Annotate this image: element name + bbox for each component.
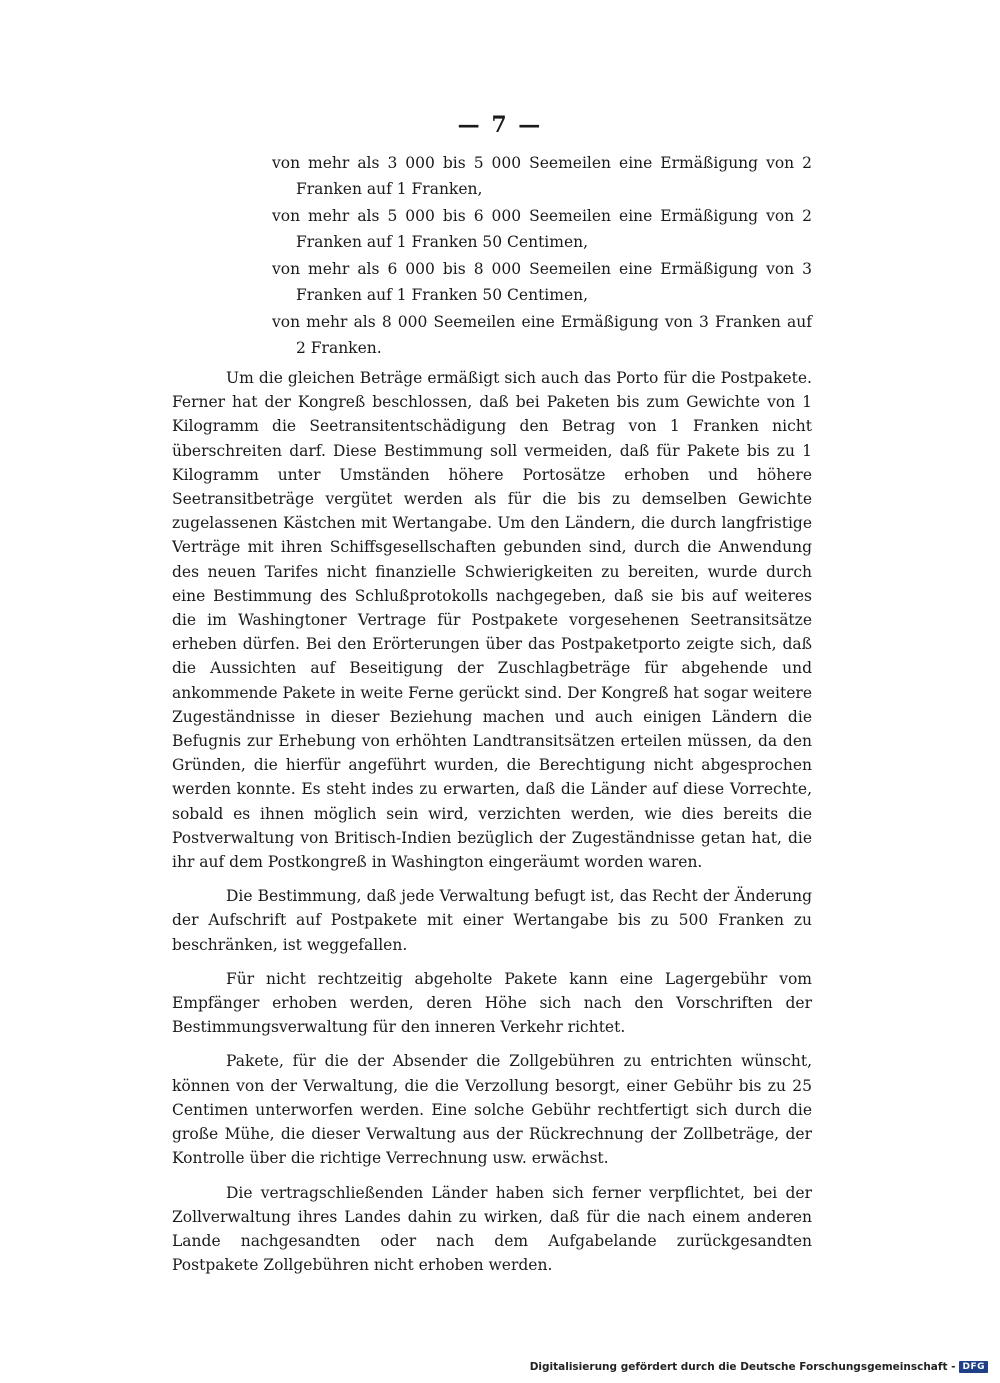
page-number: — 7 — <box>457 112 543 138</box>
list-item: von mehr als 6 000 bis 8 000 Seemeilen eine Ermäßigung von 3 Franken auf 1 Franken 50 Centimen, <box>272 260 812 304</box>
body-text <box>172 366 812 1287</box>
list-item: von mehr als 8 000 Seemeilen eine Ermäßigung von 3 Franken auf 2 Franken. <box>272 313 812 357</box>
paragraph: Die Bestimmung, daß jede Verwaltung befugt ist, das Recht der Änderung der Aufschrift auf Postpakete mit einer Wertangabe bis zu 500 Franken zu beschränken, ist weggefallen. <box>172 887 812 954</box>
footer-text: Digitalisierung gefördert durch die Deutsche Forschungsgemeinschaft - <box>529 1361 956 1373</box>
dfg-logo-icon: DFG <box>959 1361 988 1373</box>
paragraph: Pakete, für die der Absender die Zollgebühren zu entrichten wünscht, können von der Verwaltung, die die Verzollung besorgt, einer Gebühr bis zu 25 Centimen unterworfen werden. Eine solche Gebühr rechtfertigt sich durch die große Mühe, die dieser Verwaltung aus der Rückrechnung der Zollbeträge, der Kontrolle über die richtige Verrechnung usw. erwächst. <box>172 1052 812 1168</box>
paragraph: Um die gleichen Beträge ermäßigt sich auch das Porto für die Postpakete. Ferner hat der Kongreß beschlossen, daß bei Paketen bis zum Gewichte von 1 Kilogramm die Seetransitentschädigung den Betrag von 1 Franken nicht überschreiten darf. Diese Bestimmung soll vermeiden, daß für Pakete bis zu 1 Kilogramm unter Umständen höhere Portosätze erhoben und höhere Seetransitbeträge vergütet werden als für die bis zu demselben Gewichte zugelassenen Kästchen mit Wertangabe. Um den Ländern, die durch langfristige Verträge mit ihren Schiffsgesellschaften gebunden sind, durch die Anwendung des neuen Tarifes nicht finanzielle Schwierigkeiten zu bereiten, wurde durch eine Bestimmung des Schlußprotokolls nachgegeben, daß sie bis auf weiteres die im Washingtoner Vertrage für Postpakete vorgesehenen Seetransitsätze erheben dürfen. Bei den Erörterungen über das Postpaketporto zeigte sich, daß die Aussichten auf Beseitigung der Zuschlagbeträge für abgehende und ankommende Pakete in weite Ferne gerückt sind. Der Kongreß hat sogar weitere Zugeständnisse in dieser Beziehung machen und auch einigen Ländern die Befugnis zur Erhebung von erhöhten Landtransitsätzen erteilen müssen, da den Gründen, die hierfür angeführt wurden, die Berechtigung nicht abgesprochen werden konnte. Es steht indes zu erwarten, daß die Länder auf diese Vorrechte, sobald es ihnen möglich sein wird, verzichten werden, wie dies bereits die Postverwaltung von Britisch-Indien bezüglich der Zugeständnisse getan hat, die ihr auf dem Postkongreß in Washington eingeräumt worden waren. <box>172 369 812 872</box>
paragraph: Die vertragschließenden Länder haben sich ferner verpflichtet, bei der Zollverwaltung ihres Landes dahin zu wirken, daß für die nach einem anderen Lande nachgesandten oder nach dem Aufgabelande zurückgesandten Postpakete Zollgebühren nicht erhoben werden. <box>172 1183 812 1275</box>
list-item: von mehr als 3 000 bis 5 000 Seemeilen eine Ermäßigung von 2 Franken auf 1 Franken, <box>272 154 812 198</box>
rate-reduction-list <box>272 150 812 362</box>
digitization-footer <box>530 1361 988 1373</box>
paragraph: Für nicht rechtzeitig abgeholte Pakete kann eine Lagergebühr vom Empfänger erhoben werden, deren Höhe sich nach den Vorschriften der Bestimmungsverwaltung für den inneren Verkehr richtet. <box>172 969 812 1037</box>
list-item: von mehr als 5 000 bis 6 000 Seemeilen eine Ermäßigung von 2 Franken auf 1 Franken 50 Centimen, <box>272 207 812 251</box>
